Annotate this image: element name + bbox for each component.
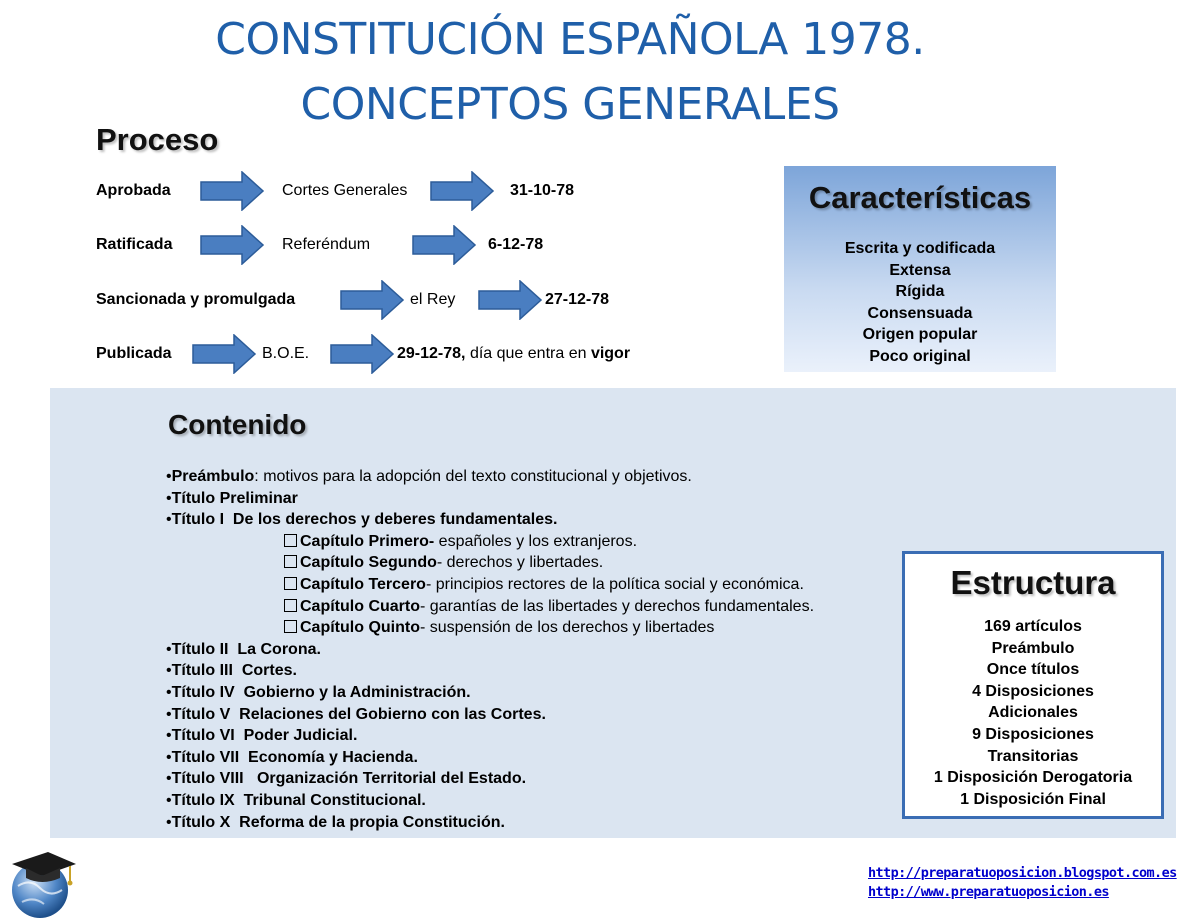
list-item: Origen popular bbox=[862, 326, 978, 343]
bullet-icon: • bbox=[166, 683, 172, 701]
contenido-item-title: Título VI Poder Judicial. bbox=[171, 727, 358, 745]
proceso-date: 6-12-78 bbox=[488, 236, 544, 253]
graduation-cap-globe-icon bbox=[4, 846, 80, 920]
contenido-item bbox=[166, 682, 814, 704]
contenido-item-title: Capítulo Segundo bbox=[300, 554, 437, 572]
contenido-item-title: Título IX Tribunal Constitucional. bbox=[171, 791, 426, 809]
bullet-icon: • bbox=[166, 640, 172, 658]
proceso-date-detail bbox=[397, 345, 630, 363]
contenido-item bbox=[166, 812, 814, 834]
estructura-heading: Estructura bbox=[950, 564, 1116, 601]
bullet-icon: • bbox=[166, 791, 172, 809]
proceso-entity: el Rey bbox=[410, 291, 456, 308]
proceso-row-aprobada bbox=[0, 171, 780, 211]
arrow-right-icon bbox=[200, 171, 264, 211]
caracteristicas-panel bbox=[784, 166, 1056, 372]
contenido-item-desc: - principios rectores de la política social y económica. bbox=[425, 575, 804, 593]
contenido-item-title: Título Preliminar bbox=[171, 489, 298, 507]
contenido-item bbox=[166, 725, 814, 747]
proceso-heading: Proceso bbox=[96, 122, 219, 157]
bullet-icon: • bbox=[166, 770, 172, 788]
bullet-icon: • bbox=[166, 489, 172, 507]
checkbox-bullet-icon bbox=[284, 555, 297, 568]
page-title-line-1: CONSTITUCIÓN ESPAÑOLA 1978. bbox=[215, 14, 925, 65]
proceso-label: Sancionada y promulgada bbox=[96, 291, 296, 308]
proceso-row-sancionada bbox=[0, 280, 780, 320]
arrow-right-icon bbox=[200, 225, 264, 265]
bullet-icon: • bbox=[166, 468, 172, 485]
proceso-label: Aprobada bbox=[96, 182, 171, 199]
proceso-entity: B.O.E. bbox=[262, 345, 310, 362]
contenido-item bbox=[166, 704, 814, 726]
list-item: Extensa bbox=[889, 261, 951, 279]
contenido-item bbox=[166, 768, 814, 790]
list-item: 9 Disposiciones bbox=[972, 725, 1094, 743]
list-item: Adicionales bbox=[988, 704, 1078, 722]
capitulo-item bbox=[166, 531, 814, 553]
list-item: 1 Disposición Derogatoria bbox=[933, 769, 1133, 787]
proceso-entity: Referéndum bbox=[282, 236, 371, 253]
bullet-icon: • bbox=[166, 813, 172, 831]
proceso-label: Publicada bbox=[96, 345, 172, 362]
contenido-list bbox=[166, 466, 814, 833]
list-item: Transitorias bbox=[987, 747, 1079, 765]
proceso-date-note-bold: vigor bbox=[590, 345, 631, 362]
contenido-item bbox=[166, 790, 814, 812]
list-item: Once títulos bbox=[986, 661, 1080, 679]
contenido-item-title: Título II La Corona. bbox=[171, 640, 321, 658]
capitulo-item bbox=[166, 617, 814, 639]
contenido-item-title: Título I De los derechos y deberes fundamentales. bbox=[171, 511, 558, 529]
list-item: Preámbulo bbox=[991, 639, 1075, 657]
contenido-item-desc: - suspensión de los derechos y libertades bbox=[419, 619, 715, 637]
contenido-item-desc: - derechos y libertades. bbox=[436, 554, 604, 572]
list-item: Rígida bbox=[895, 283, 945, 300]
contenido-item-desc: : motivos para la adopción del texto constitucional y objetivos. bbox=[254, 468, 692, 485]
contenido-item-title: Capítulo Tercero bbox=[300, 575, 426, 593]
contenido-item bbox=[166, 509, 814, 531]
contenido-item-title: Título VIII Organización Territorial del Estado. bbox=[171, 770, 527, 788]
contenido-item-title: Capítulo Primero- bbox=[300, 532, 435, 550]
contenido-item bbox=[166, 639, 814, 661]
checkbox-bullet-icon bbox=[284, 534, 297, 547]
caracteristicas-heading: Características bbox=[808, 180, 1032, 215]
checkbox-bullet-icon bbox=[284, 599, 297, 612]
capitulo-item bbox=[166, 552, 814, 574]
estructura-list bbox=[905, 616, 1161, 810]
contenido-item bbox=[166, 747, 814, 769]
arrow-right-icon bbox=[430, 171, 494, 211]
arrow-right-icon bbox=[412, 225, 476, 265]
list-item: 169 artículos bbox=[984, 618, 1082, 635]
bullet-icon: • bbox=[166, 511, 172, 529]
contenido-item-title: Título X Reforma de la propia Constitución. bbox=[171, 813, 505, 831]
arrow-right-icon bbox=[330, 334, 394, 374]
footer-links bbox=[868, 864, 1177, 902]
bullet-icon: • bbox=[166, 748, 172, 766]
proceso-date: 31-10-78 bbox=[510, 182, 575, 199]
bullet-icon: • bbox=[166, 705, 172, 723]
proceso-label: Ratificada bbox=[96, 236, 173, 253]
list-item: 1 Disposición Final bbox=[960, 790, 1106, 808]
proceso-date: 29-12-78, bbox=[397, 345, 466, 362]
contenido-item-title: Título V Relaciones del Gobierno con las Cortes. bbox=[171, 705, 546, 723]
list-item: Escrita y codificada bbox=[844, 240, 996, 257]
proceso-row-ratificada bbox=[0, 225, 780, 265]
list-item: Consensuada bbox=[867, 304, 973, 322]
proceso-row-publicada bbox=[0, 334, 780, 374]
contenido-item-desc: españoles y los extranjeros. bbox=[434, 532, 638, 550]
proceso-entity: Cortes Generales bbox=[282, 182, 408, 199]
bullet-icon: • bbox=[166, 662, 172, 680]
proceso-date: 27-12-78 bbox=[545, 291, 610, 308]
page-title-line-2: CONCEPTOS GENERALES bbox=[300, 79, 840, 130]
blog-link[interactable]: http://preparatuoposicion.blogspot.com.es bbox=[868, 865, 1177, 881]
website-link[interactable]: http://www.preparatuoposicion.es bbox=[868, 884, 1109, 900]
contenido-item-title: Título VII Economía y Hacienda. bbox=[171, 748, 418, 766]
capitulo-item bbox=[166, 574, 814, 596]
contenido-item-title: Preámbulo bbox=[171, 468, 255, 485]
contenido-item bbox=[166, 488, 814, 510]
contenido-item-title: Capítulo Cuarto bbox=[300, 597, 420, 615]
capitulo-item bbox=[166, 596, 814, 618]
contenido-item-desc: - garantías de las libertades y derechos fundamentales. bbox=[420, 597, 815, 615]
proceso-date-note: día que entra en bbox=[465, 345, 591, 362]
arrow-right-icon bbox=[192, 334, 256, 374]
arrow-right-icon bbox=[340, 280, 404, 320]
list-item: 4 Disposiciones bbox=[972, 682, 1094, 700]
contenido-item-title: Capítulo Quinto bbox=[300, 619, 420, 637]
contenido-item bbox=[166, 660, 814, 682]
caracteristicas-list bbox=[784, 238, 1056, 367]
checkbox-bullet-icon bbox=[284, 620, 297, 633]
bullet-icon: • bbox=[166, 727, 172, 745]
contenido-item-title: Título IV Gobierno y la Administración. bbox=[171, 683, 471, 701]
arrow-right-icon bbox=[478, 280, 542, 320]
checkbox-bullet-icon bbox=[284, 577, 297, 590]
contenido-heading: Contenido bbox=[168, 409, 307, 440]
contenido-item-title: Título III Cortes. bbox=[171, 662, 297, 680]
list-item: Poco original bbox=[869, 347, 971, 365]
contenido-item bbox=[166, 466, 814, 488]
estructura-panel bbox=[902, 551, 1164, 819]
